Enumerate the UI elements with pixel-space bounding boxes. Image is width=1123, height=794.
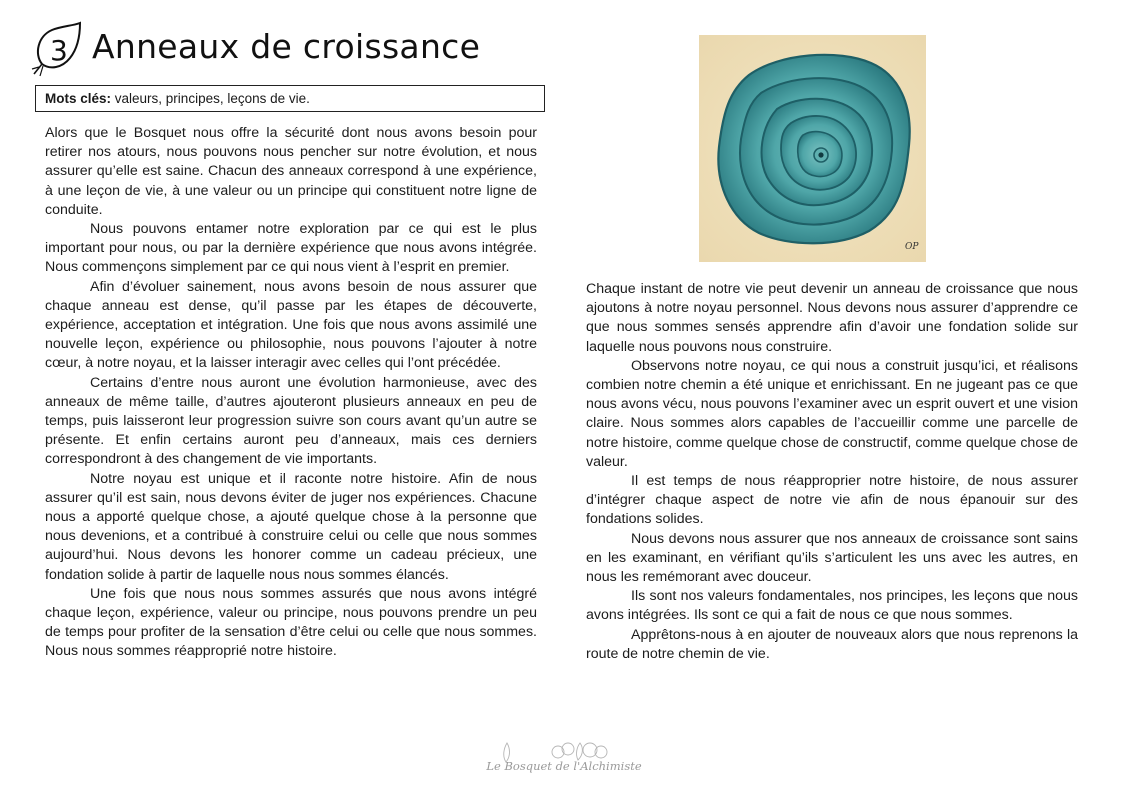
- paragraph: Afin d’évoluer sainement, nous avons besoin de nous assurer que chaque anneau est dense, qu’il passe par les étapes de découverte, expérience, acceptation et intégration. Une fois que nous avons assimilé une nouvelle leçon, expérience ou philosophie, nous pouvons l’ajouter à notre cœur, à notre noyau, et la laisser interagir avec celles qui l’ont précédée.: [45, 278, 537, 372]
- leaf-number-icon: [30, 20, 84, 78]
- paragraph: Notre noyau est unique et il raconte notre histoire. Afin de nous assurer qu’il est sain, nous devons éviter de juger nos expériences. Chacune nous a apporté quelque chose, a ajouté quelque chose à la personne que nous devenions, et a contribué à construire celui ou celle que nous sommes aujourd’hui. Nous devons les honorer comme un cadeau précieux, une fondation solide à partir de laquelle nous nous sommes élancés.: [45, 470, 537, 583]
- page-title: Anneaux de croissance: [92, 26, 481, 66]
- keywords-label: Mots clés:: [45, 91, 112, 106]
- paragraph: Certains d’entre nous auront une évolution harmonieuse, avec des anneaux de même taille, d’autres ajouteront plusieurs anneaux en peu de temps, puis laisseront leur progression suivre son cours avant qu’un autre se présente. Et enfin certains auront peu d’anneaux, mais ces derniers correspondront à des changement de vie importants.: [45, 374, 537, 468]
- paragraph: Ils sont nos valeurs fondamentales, nos principes, les leçons que nous avons intégrées. Ils sont ce qui a fait de nous ce que nous sommes.: [586, 588, 1078, 624]
- footer-logo-text: Le Bosquet de l'Alchimiste: [486, 759, 642, 773]
- growth-rings-illustration: [699, 35, 926, 262]
- footer-logo: [486, 740, 642, 776]
- paragraph: Chaque instant de notre vie peut devenir un anneau de croissance que nous ajoutons à notre noyau personnel. Nous devons nous assurer d’apprendre ce que nous sommes sensés apprendre afin d’avoir une fondation solide sur laquelle nous pouvons nous construire.: [586, 281, 1078, 355]
- paragraph: Observons notre noyau, ce qui nous a construit jusqu’ici, et réalisons combien notre chemin a été unique et enrichissant. En ne jugeant pas ce que nous avons vécu, nous pouvons l’examiner avec un esprit ouvert et une vision claire. Nous sommes alors capables de l’accueillir comme une parcelle de notre histoire, comme quelque chose de constructif, comme quelque chose de valeur.: [586, 357, 1078, 470]
- artist-signature: OP: [905, 242, 919, 252]
- keywords-box: [35, 85, 545, 112]
- rings: [718, 55, 909, 243]
- paragraph: Apprêtons-nous à en ajouter de nouveaux alors que nous reprenons la route de notre chemin de vie.: [586, 626, 1078, 662]
- left-column: [45, 124, 537, 662]
- paragraph: Alors que le Bosquet nous offre la sécurité dont nous avons besoin pour retirer nos atours, nous pouvons nous pencher sur notre évolution, et nous assurer qu’elle est saine. Chacun des anneaux correspond à une expérience, à une leçon de vie, à une valeur ou un principe qui constituent notre ligne de conduite.: [45, 125, 537, 218]
- paragraph: Il est temps de nous réapproprier notre histoire, de nous assurer d’intégrer chaque aspect de notre vie afin de nous épanouir sur des fondations solides.: [586, 473, 1078, 528]
- paragraph: Nous pouvons entamer notre exploration par ce qui est le plus important pour nous, ou par la dernière expérience que nous avons intégrée. Nous commençons simplement par ce qui nous vient à l’esprit en premier.: [45, 221, 537, 276]
- keywords-value: valeurs, principes, leçons de vie.: [111, 91, 310, 106]
- chapter-number: 3: [50, 34, 68, 67]
- page-header: [30, 18, 480, 80]
- paragraph: Nous devons nous assurer que nos anneaux de croissance sont sains en les examinant, en vérifiant qu’ils s’articulent les uns avec les autres, en nous les remémorant avec douceur.: [586, 530, 1078, 586]
- right-column: [586, 280, 1078, 664]
- core-dot: [818, 152, 823, 157]
- paragraph: Une fois que nous nous sommes assurés que nous avons intégré chaque leçon, expérience, valeur ou principe, nous pouvons prendre un peu de temps pour profiter de la sensation d’être celui ou celle que nous sommes. Nous nous sommes réapproprié notre histoire.: [45, 585, 537, 660]
